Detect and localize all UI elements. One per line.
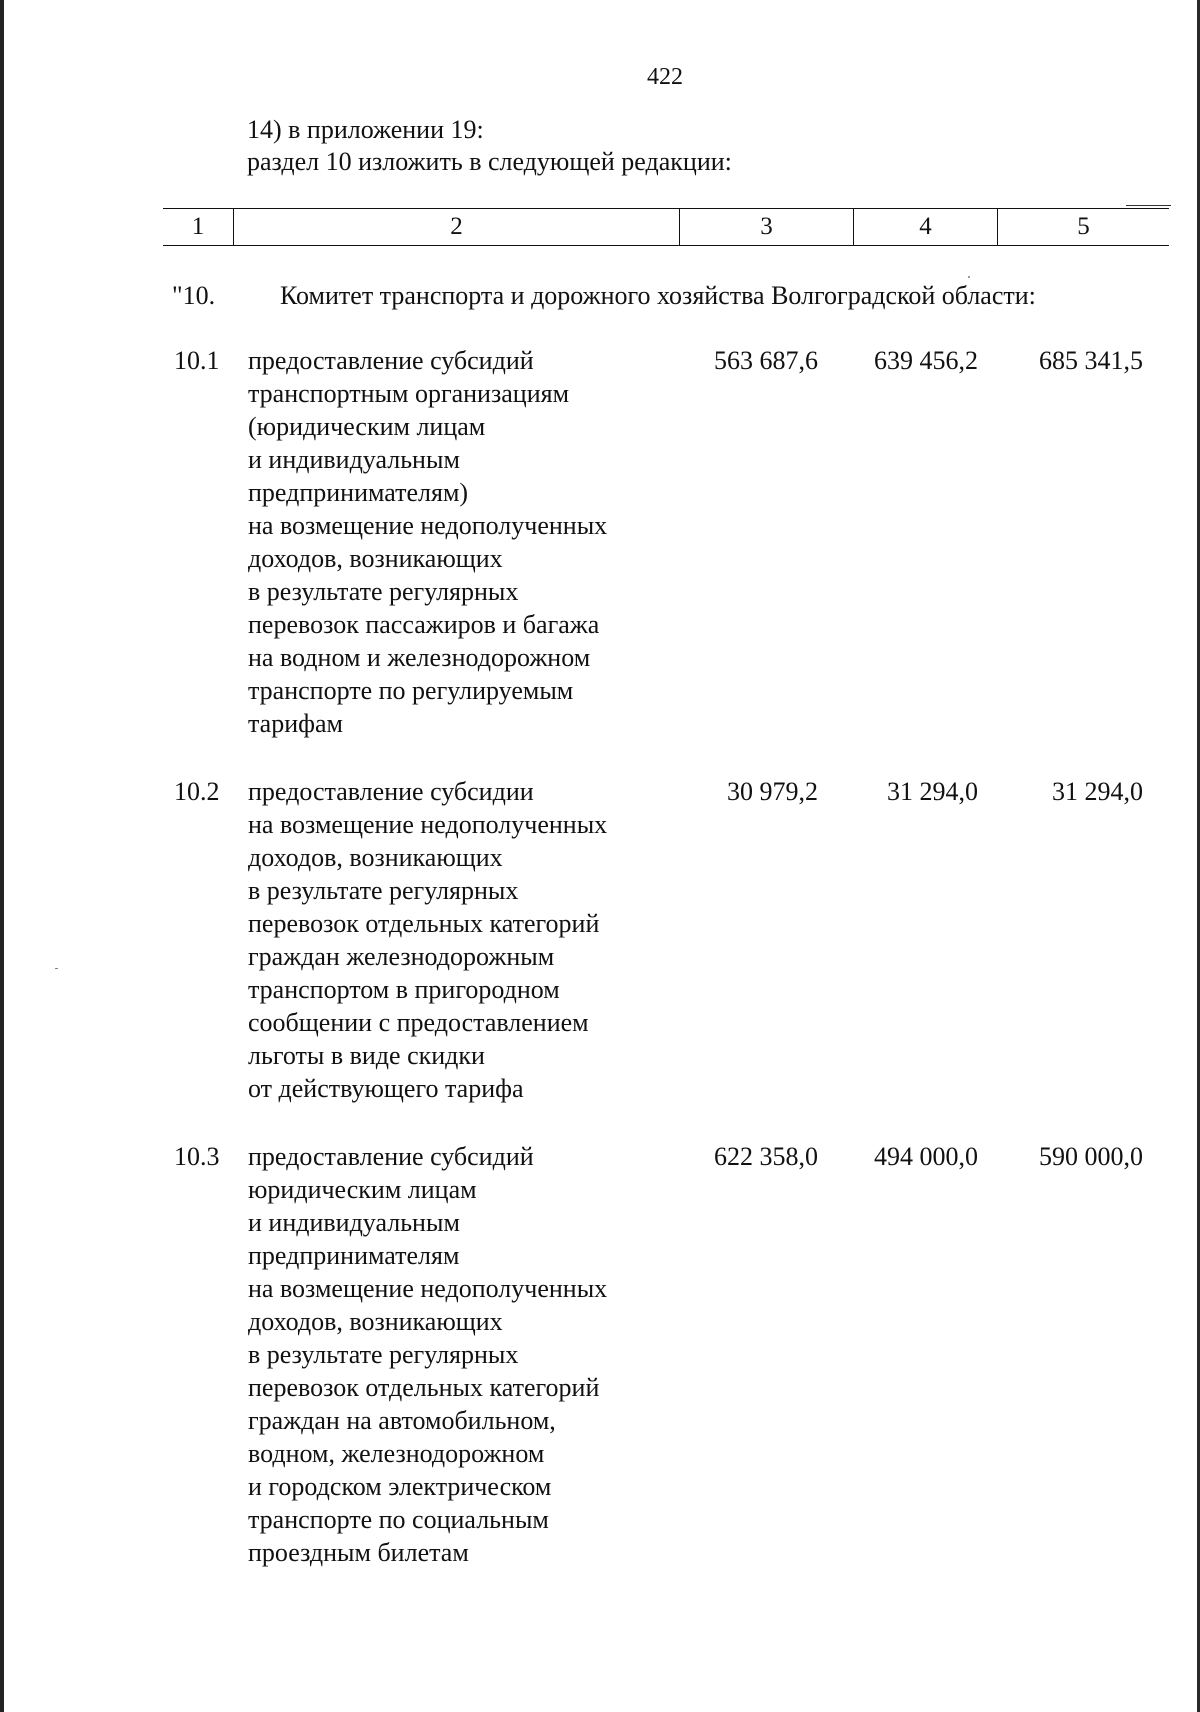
row-value-col3: 622 358,0	[714, 1142, 818, 1171]
scan-speck	[968, 276, 970, 278]
row-description: предоставление субсидий транспортным организациям (юридическим лицам и индивидуальным предпринимателям) на возмещение недополученных доходов, возникающих в результате регулярных перевозок пассажиров и багажа на водном и железнодорожном транспорте по регулируемым тарифам	[248, 346, 608, 738]
row-value-col5: 590 000,0	[1039, 1142, 1143, 1171]
column-header-4: 4	[854, 209, 998, 245]
header-rule-extension	[1126, 205, 1171, 206]
column-header-1: 1	[163, 209, 234, 245]
scan-speck	[55, 968, 58, 969]
section-title: Комитет транспорта и дорожного хозяйства Волгоградской области:	[280, 281, 1036, 310]
row-number: 10.1	[174, 346, 220, 375]
row-value-col3: 563 687,6	[714, 346, 818, 375]
column-header-5: 5	[1077, 213, 1090, 240]
intro-line-instruction: раздел 10 изложить в следующей редакции:	[247, 147, 732, 176]
row-number: 10.3	[174, 1142, 220, 1171]
scan-border-left	[0, 0, 4, 1712]
column-header-row	[163, 208, 1169, 246]
column-header-2: 2	[234, 209, 680, 245]
section-number: "10.	[172, 281, 216, 310]
row-value-col4: 494 000,0	[874, 1142, 978, 1171]
row-value-col4: 31 294,0	[887, 777, 978, 806]
row-value-col4: 639 456,2	[874, 346, 978, 375]
row-value-col5: 31 294,0	[1052, 777, 1143, 806]
row-description: предоставление субсидии на возмещение недополученных доходов, возникающих в результате регулярных перевозок отдельных категорий граждан железнодорожным транспортом в пригородном сообщении с предоставлением льготы в виде скидки от действующего тарифа	[248, 777, 608, 1103]
row-description: предоставление субсидий юридическим лицам и индивидуальным предпринимателям на возмещение недополученных доходов, возникающих в результате регулярных перевозок отдельных категорий граждан на автомобильном, водном, железнодорожном и городском электрическом транспорте по социальным проездным билетам	[248, 1142, 608, 1567]
row-number: 10.2	[174, 777, 220, 806]
intro-line-appendix: 14) в приложении 19:	[247, 115, 484, 144]
row-value-col5: 685 341,5	[1039, 346, 1143, 375]
page-number: 422	[647, 64, 683, 90]
column-header-3: 3	[680, 209, 854, 245]
row-value-col3: 30 979,2	[727, 777, 818, 806]
